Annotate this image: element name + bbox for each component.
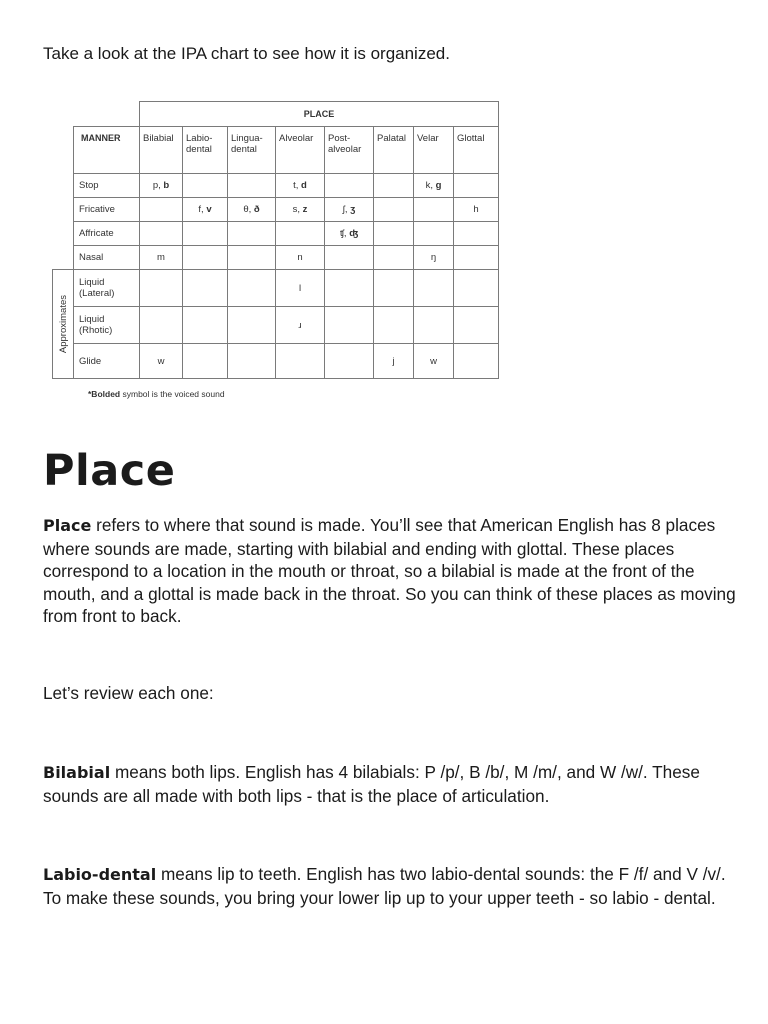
symbol-cell <box>183 270 228 307</box>
symbol-cell <box>183 344 228 379</box>
table-row <box>53 344 499 379</box>
place-column-header: Bilabial <box>140 127 183 174</box>
table-row <box>53 246 499 270</box>
symbol-cell <box>228 174 276 198</box>
symbol-cell: t, d <box>276 174 325 198</box>
place-header: PLACE <box>140 102 499 127</box>
symbol-cell <box>140 307 183 344</box>
symbol-cell: h <box>454 198 499 222</box>
symbol-cell <box>454 174 499 198</box>
symbol-cell <box>325 246 374 270</box>
symbol-cell <box>228 246 276 270</box>
manner-label: Liquid (Lateral) <box>74 270 140 307</box>
manner-label: Nasal <box>74 246 140 270</box>
bilabial-term: Bilabial <box>43 763 111 782</box>
symbol-cell <box>414 307 454 344</box>
table-row <box>53 198 499 222</box>
symbol-cell <box>454 344 499 379</box>
symbol-cell <box>454 222 499 246</box>
manner-label: Fricative <box>74 198 140 222</box>
symbol-cell: ʧ, ʤ <box>325 222 374 246</box>
symbol-cell <box>414 270 454 307</box>
symbol-cell <box>454 270 499 307</box>
symbol-cell <box>374 246 414 270</box>
place-column-header: Labio- dental <box>183 127 228 174</box>
symbol-cell: w <box>140 344 183 379</box>
symbol-cell <box>140 222 183 246</box>
symbol-cell <box>228 270 276 307</box>
approximates-label: Approximates <box>53 270 74 379</box>
symbol-cell <box>374 307 414 344</box>
place-column-header: Glottal <box>454 127 499 174</box>
symbol-cell: w <box>414 344 454 379</box>
place-column-header: Palatal <box>374 127 414 174</box>
symbol-cell: ʃ, ʒ <box>325 198 374 222</box>
table-row <box>53 222 499 246</box>
labiodental-term: Labio-dental <box>43 865 157 884</box>
manner-header: MANNER <box>74 127 140 174</box>
symbol-cell <box>228 222 276 246</box>
place-column-header: Alveolar <box>276 127 325 174</box>
symbol-cell: p, b <box>140 174 183 198</box>
symbol-cell <box>374 198 414 222</box>
table-row <box>53 174 499 198</box>
symbol-cell: k, g <box>414 174 454 198</box>
ipa-table <box>52 101 499 379</box>
place-column-header: Post- alveolar <box>325 127 374 174</box>
ipa-chart <box>52 101 499 379</box>
symbol-cell <box>414 198 454 222</box>
place-paragraph: Place refers to where that sound is made. You’ll see that American English has 8 places where sounds are made, starting with bilabial and ending with glottal. These places correspond to a location in the mouth or throat, so a bilabial is made at the front of the mouth, and a glottal is made back in the throat. So you can think of these places as moving from front to back. <box>43 515 736 626</box>
symbol-cell <box>454 246 499 270</box>
symbol-cell <box>140 270 183 307</box>
symbol-cell: ŋ <box>414 246 454 270</box>
symbol-cell <box>140 198 183 222</box>
table-row <box>53 307 499 344</box>
symbol-cell <box>183 174 228 198</box>
table-row <box>53 270 499 307</box>
symbol-cell <box>374 270 414 307</box>
symbol-cell <box>325 307 374 344</box>
section-heading: Place <box>43 446 176 496</box>
bilabial-paragraph: Bilabial means both lips. English has 4 bilabials: P /p/, B /b/, M /m/, and W /w/. These sounds are all made with both lips - that is the place of articulation. <box>43 762 700 806</box>
intro-text: Take a look at the IPA chart to see how it is organized. <box>43 44 450 63</box>
symbol-cell: f, v <box>183 198 228 222</box>
symbol-cell: m <box>140 246 183 270</box>
symbol-cell: n <box>276 246 325 270</box>
symbol-cell <box>325 270 374 307</box>
symbol-cell <box>276 344 325 379</box>
manner-label: Liquid (Rhotic) <box>74 307 140 344</box>
symbol-cell: l <box>276 270 325 307</box>
manner-label: Stop <box>74 174 140 198</box>
symbol-cell <box>325 174 374 198</box>
symbol-cell: ɹ <box>276 307 325 344</box>
manner-label: Glide <box>74 344 140 379</box>
symbol-cell <box>183 246 228 270</box>
symbol-cell <box>276 222 325 246</box>
place-column-header: Velar <box>414 127 454 174</box>
review-paragraph: Let’s review each one: <box>43 683 214 703</box>
symbol-cell: s, z <box>276 198 325 222</box>
symbol-cell <box>414 222 454 246</box>
symbol-cell <box>228 344 276 379</box>
symbol-cell <box>183 307 228 344</box>
symbol-cell <box>325 344 374 379</box>
chart-footnote: *Bolded symbol is the voiced sound <box>88 389 225 399</box>
symbol-cell <box>228 307 276 344</box>
manner-label: Affricate <box>74 222 140 246</box>
symbol-cell <box>374 174 414 198</box>
labiodental-paragraph: Labio-dental means lip to teeth. English has two labio-dental sounds: the F /f/ and V /v/. To make these sounds, you bring your lower lip up to your upper teeth - so labio - dental. <box>43 864 726 908</box>
symbol-cell: j <box>374 344 414 379</box>
symbol-cell: θ, ð <box>228 198 276 222</box>
place-column-header: Lingua- dental <box>228 127 276 174</box>
place-term: Place <box>43 516 92 535</box>
symbol-cell <box>454 307 499 344</box>
symbol-cell <box>374 222 414 246</box>
symbol-cell <box>183 222 228 246</box>
